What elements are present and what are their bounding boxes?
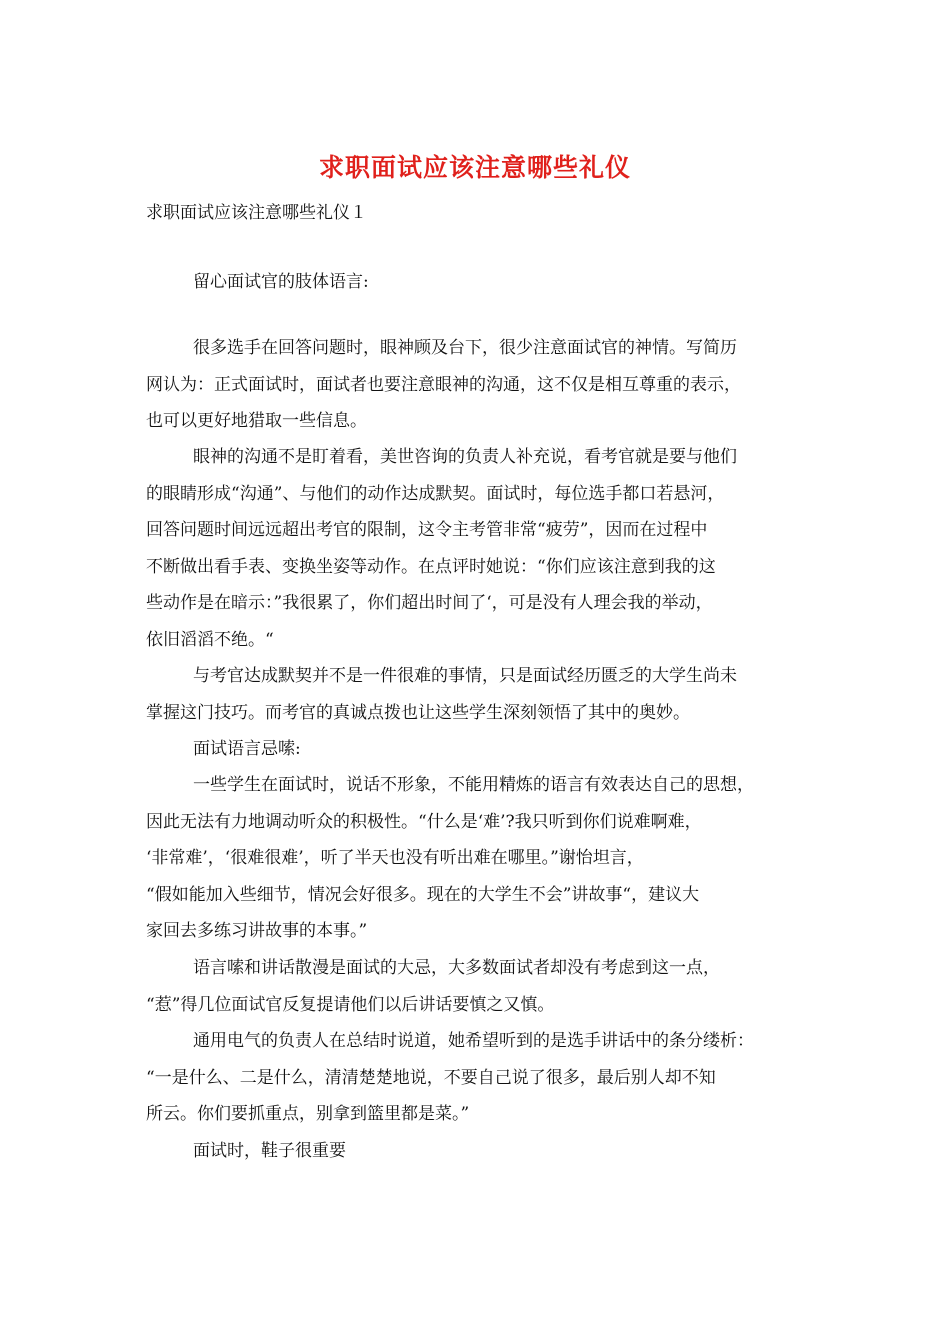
paragraph-line: 些动作是在暗示：”我很累了，你们超出时间了‘，可是没有人理会我的举动， — [146, 593, 713, 613]
paragraph-line: 通用电气的负责人在总结时说道，她希望听到的是选手讲话中的条分缕析： — [193, 1031, 754, 1051]
paragraph-line: 因此无法有力地调动听众的积极性。“什么是‘难’?我只听到你们说难啊难， — [146, 811, 702, 832]
paragraph-line: 也可以更好地猎取一些信息。 — [146, 411, 367, 431]
section-heading-text: 留心面试官的肢体语言: — [193, 272, 369, 292]
document-subtitle: 求职面试应该注意哪些礼仪１ — [146, 203, 367, 223]
paragraph-line: 掌握这门技巧。而考官的真诚点拨也让这些学生深刻领悟了其中的奥妙。 — [146, 702, 690, 723]
paragraph-line: 一些学生在面试时，说话不形象，不能用精炼的语言有效表达自己的思想， — [193, 775, 754, 795]
paragraph-line: 很多选手在回答问题时，眼神顾及台下，很少注意面试官的神情。写简历 — [193, 338, 737, 358]
paragraph-line: 回答问题时间远远超出考官的限制，这令主考管非常“疲劳”，因而在过程中 — [146, 520, 708, 540]
paragraph-line: 眼神的沟通不是盯着看，美世咨询的负责人补充说，看考官就是要与他们 — [193, 447, 737, 467]
paragraph-line: 所云。你们要抓重点，别拿到篮里都是菜。” — [146, 1104, 470, 1124]
section-heading-language — [146, 731, 826, 768]
paragraph-line: “惹”得几位面试官反复提请他们以后讲话要慎之又慎。 — [146, 994, 555, 1015]
paragraph-communication — [146, 439, 826, 658]
paragraph-line: 不断做出看手表、变换坐姿等动作。在点评时她说：“你们应该注意到我的这 — [146, 556, 716, 577]
paragraph-rapport — [146, 658, 826, 731]
paragraph-line: 家回去多练习讲故事的本事。” — [146, 921, 368, 941]
paragraph-eye-contact — [146, 330, 826, 440]
paragraph-line: 网认为：正式面试时，面试者也要注意眼神的沟通，这不仅是相互尊重的表示， — [146, 374, 741, 395]
document-title: 求职面试应该注意哪些礼仪 — [318, 153, 631, 182]
paragraph-line: “假如能加入些细节，情况会好很多。现在的大学生不会”讲故事“，建议大 — [146, 884, 700, 905]
paragraph-structured-speech — [146, 1023, 826, 1133]
paragraph-line: 的眼睛形成“沟通”、与他们的动作达成默契。面试时，每位选手都口若悬河， — [146, 483, 725, 504]
section-heading-text: 面试语言忌嗦: — [193, 739, 301, 759]
paragraph-line: 与考官达成默契并不是一件很难的事情，只是面试经历匮乏的大学生尚未 — [193, 666, 737, 686]
paragraph-line: “一是什么、二是什么，清清楚楚地说，不要自己说了很多，最后别人却不知 — [146, 1067, 716, 1088]
paragraph-verbose-taboo — [146, 950, 826, 1023]
section-heading-body-language — [146, 264, 826, 301]
paragraph-concise-speech — [146, 767, 826, 950]
section-heading-shoes — [146, 1133, 826, 1170]
paragraph-line: 依旧滔滔不绝。“ — [146, 629, 274, 650]
section-heading-text: 面试时，鞋子很重要 — [193, 1141, 346, 1161]
paragraph-line: 语言嗦和讲话散漫是面试的大忌，大多数面试者却没有考虑到这一点， — [193, 958, 720, 978]
paragraph-line: ‘非常难’，‘很难很难’，听了半天也没有听出难在哪里。”谢怡坦言， — [146, 848, 644, 868]
